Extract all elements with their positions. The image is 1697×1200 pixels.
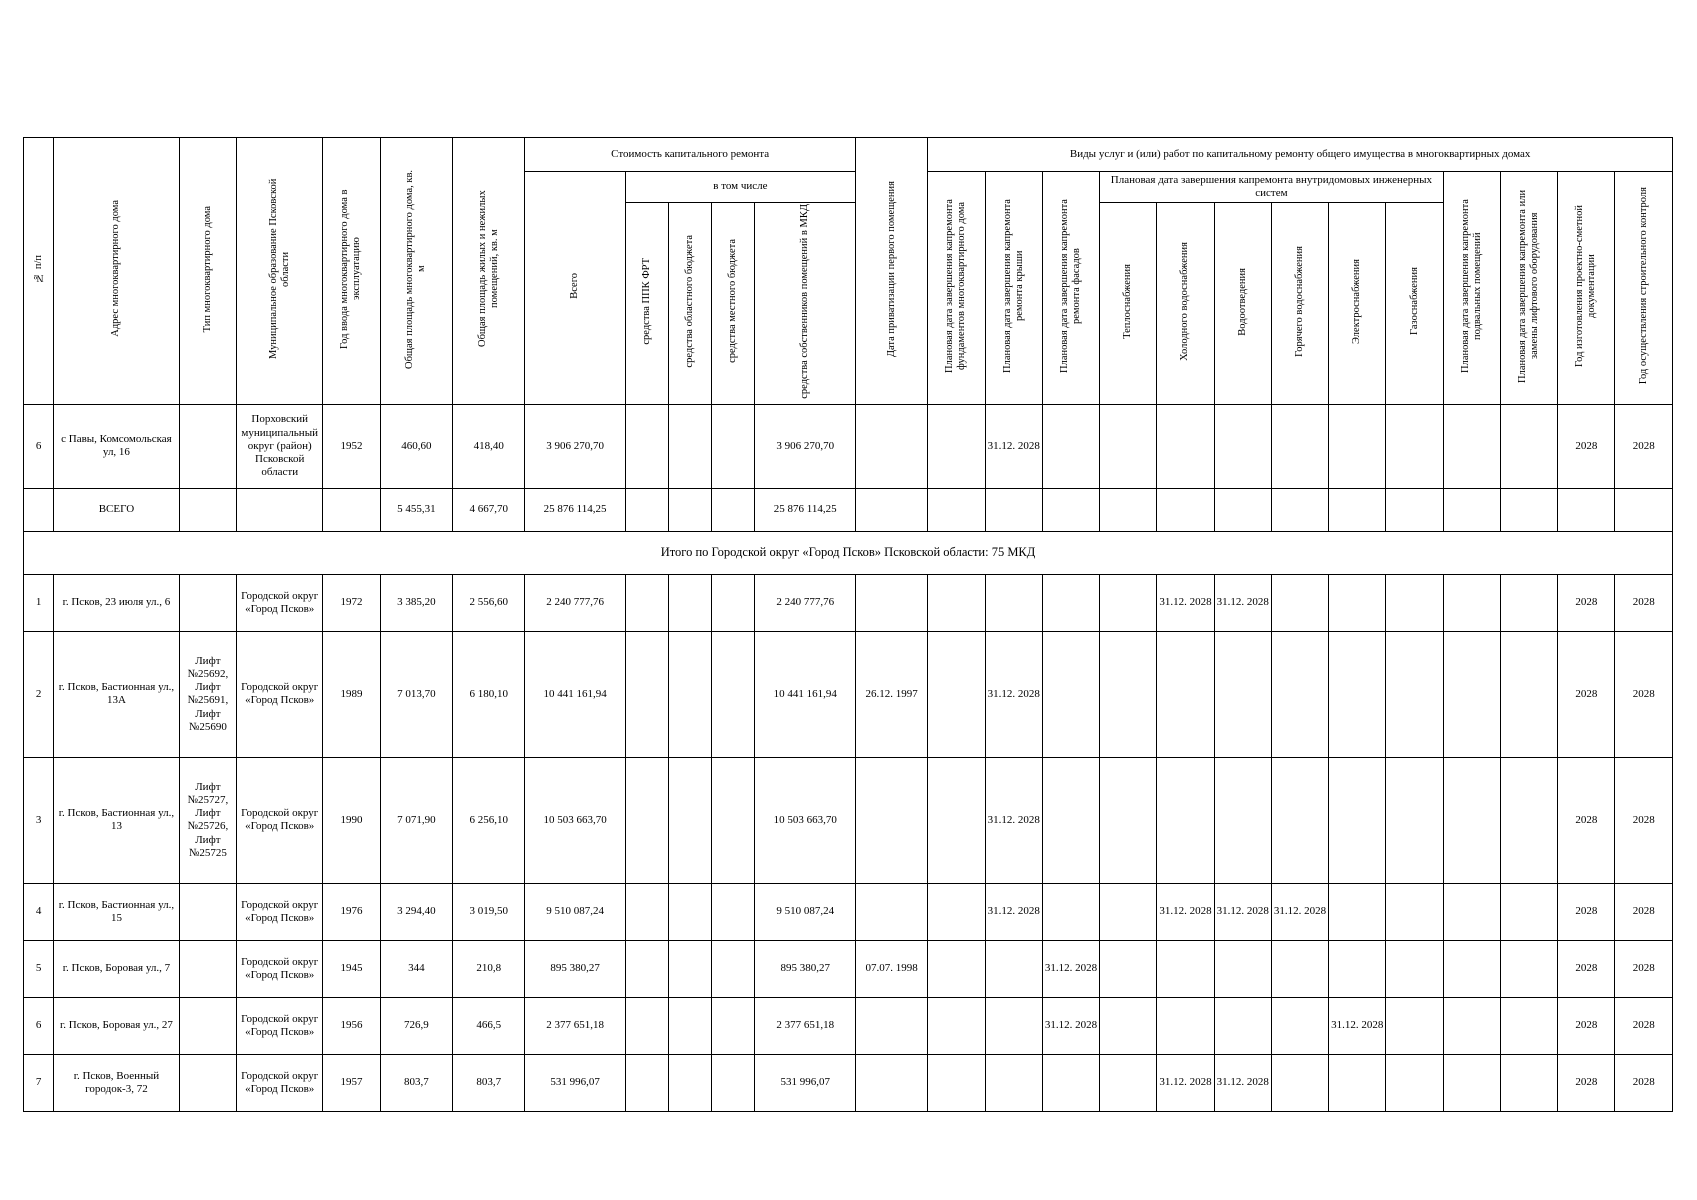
cell-foundation <box>928 1054 985 1111</box>
cell-gas <box>1386 404 1443 488</box>
cell-privatization: 26.12. 1997 <box>855 631 927 757</box>
cell-privatization <box>855 757 927 883</box>
table-body <box>24 404 1673 1111</box>
cell-facade <box>1042 631 1099 757</box>
table-row <box>24 1054 1673 1111</box>
cell-facade <box>1042 574 1099 631</box>
header-elevator: Плановая дата завершения капремонта или замены лифтового оборудования <box>1500 172 1557 405</box>
total-empty-cell <box>179 488 236 531</box>
cell-owners: 895 380,27 <box>755 940 856 997</box>
cell-cost-total: 2 240 777,76 <box>525 574 625 631</box>
cell-facade <box>1042 1054 1099 1111</box>
total-empty-cell <box>1558 488 1615 531</box>
cell-basement <box>1443 940 1500 997</box>
total-empty-cell <box>1329 488 1386 531</box>
cell-cold-water <box>1157 940 1214 997</box>
capital-repair-table <box>23 137 1673 1112</box>
total-empty-cell <box>712 488 755 531</box>
cell-roof: 31.12. 2028 <box>985 757 1042 883</box>
cell-electricity <box>1329 940 1386 997</box>
cell-drainage <box>1214 940 1271 997</box>
table-header <box>24 138 1673 405</box>
cell-roof <box>985 940 1042 997</box>
header-total-area: Общая площадь многоквартирного дома, кв. м <box>380 138 452 405</box>
cell-cost-total: 9 510 087,24 <box>525 883 625 940</box>
cell-owners: 2 377 651,18 <box>755 997 856 1054</box>
cell-privatization <box>855 574 927 631</box>
cell-basement <box>1443 997 1500 1054</box>
cell-total-area: 726,9 <box>380 997 452 1054</box>
total-empty-cell <box>985 488 1042 531</box>
cell-gas <box>1386 883 1443 940</box>
cell-heating <box>1100 997 1157 1054</box>
cell-local <box>712 997 755 1054</box>
cell-year: 1976 <box>323 883 380 940</box>
cell-regional <box>669 940 712 997</box>
cell-total-area: 344 <box>380 940 452 997</box>
cell-year: 1952 <box>323 404 380 488</box>
cell-facade <box>1042 404 1099 488</box>
cell-type <box>179 940 236 997</box>
section-row <box>24 531 1673 574</box>
header-control-year: Год осуществления строительного контроля <box>1615 172 1673 405</box>
cell-owners: 10 503 663,70 <box>755 757 856 883</box>
cell-ppk <box>625 1054 668 1111</box>
table-row <box>24 757 1673 883</box>
table-row <box>24 883 1673 940</box>
cell-address: г. Псков, Бастионная ул., 15 <box>54 883 180 940</box>
cell-regional <box>669 404 712 488</box>
cell-design-year: 2028 <box>1558 404 1615 488</box>
cell-local <box>712 631 755 757</box>
cell-cost-total: 895 380,27 <box>525 940 625 997</box>
cell-year: 1957 <box>323 1054 380 1111</box>
cell-basement <box>1443 574 1500 631</box>
cell-num: 7 <box>24 1054 54 1111</box>
cell-local <box>712 1054 755 1111</box>
cell-basement <box>1443 1054 1500 1111</box>
cell-elevator <box>1500 940 1557 997</box>
cell-local <box>712 757 755 883</box>
cell-address: г. Псков, Бастионная ул., 13А <box>54 631 180 757</box>
cell-facade: 31.12. 2028 <box>1042 997 1099 1054</box>
cell-drainage <box>1214 757 1271 883</box>
total-total-area: 5 455,31 <box>380 488 452 531</box>
cell-cold-water <box>1157 404 1214 488</box>
cell-living-area: 418,40 <box>453 404 525 488</box>
header-engineering-group: Плановая дата завершения капремонта внутридомовых инженерных систем <box>1100 172 1444 203</box>
cell-num: 3 <box>24 757 54 883</box>
cell-roof <box>985 1054 1042 1111</box>
header-living-area: Общая площадь жилых и нежилых помещений, кв. м <box>453 138 525 405</box>
cell-cold-water <box>1157 757 1214 883</box>
cell-foundation <box>928 574 985 631</box>
cell-type: Лифт №25727, Лифт №25726, Лифт №25725 <box>179 757 236 883</box>
cell-electricity <box>1329 757 1386 883</box>
cell-cost-total: 10 441 161,94 <box>525 631 625 757</box>
cell-roof: 31.12. 2028 <box>985 404 1042 488</box>
cell-cost-total: 2 377 651,18 <box>525 997 625 1054</box>
cell-local <box>712 574 755 631</box>
cell-type: Лифт №25692, Лифт №25691, Лифт №25690 <box>179 631 236 757</box>
cell-facade <box>1042 757 1099 883</box>
cell-gas <box>1386 1054 1443 1111</box>
header-num: № п/п <box>24 138 54 405</box>
cell-owners: 10 441 161,94 <box>755 631 856 757</box>
header-design-year: Год изготовления проектно-сметной документации <box>1558 172 1615 405</box>
cell-municipality: Городской округ «Город Псков» <box>237 883 323 940</box>
cell-hot-water <box>1271 940 1328 997</box>
cell-type <box>179 404 236 488</box>
cell-elevator <box>1500 997 1557 1054</box>
cell-year: 1989 <box>323 631 380 757</box>
cell-cold-water <box>1157 631 1214 757</box>
cell-municipality: Городской округ «Город Псков» <box>237 631 323 757</box>
cell-control-year: 2028 <box>1615 631 1673 757</box>
cell-ppk <box>625 940 668 997</box>
cell-address: г. Псков, 23 июля ул., 6 <box>54 574 180 631</box>
total-empty-cell <box>1386 488 1443 531</box>
cell-address: с Павы, Комсомольская ул, 16 <box>54 404 180 488</box>
cell-cold-water <box>1157 997 1214 1054</box>
cell-living-area: 2 556,60 <box>453 574 525 631</box>
table-row <box>24 404 1673 488</box>
cell-regional <box>669 997 712 1054</box>
header-hot-water: Горячего водоснабжения <box>1271 203 1328 405</box>
header-works-group: Виды услуг и (или) работ по капитальному ремонту общего имущества в многоквартирных домах <box>928 138 1673 172</box>
total-empty-cell <box>1100 488 1157 531</box>
cell-electricity <box>1329 404 1386 488</box>
cell-roof <box>985 997 1042 1054</box>
total-empty-cell <box>237 488 323 531</box>
header-regional-budget: средства областного бюджета <box>669 203 712 405</box>
cell-living-area: 466,5 <box>453 997 525 1054</box>
cell-drainage <box>1214 997 1271 1054</box>
header-facade: Плановая дата завершения капремонта ремонта фасадов <box>1042 172 1099 405</box>
total-empty-cell <box>1615 488 1673 531</box>
total-label: ВСЕГО <box>54 488 180 531</box>
table-row <box>24 574 1673 631</box>
cell-type <box>179 1054 236 1111</box>
cell-facade: 31.12. 2028 <box>1042 940 1099 997</box>
cell-cold-water: 31.12. 2028 <box>1157 883 1214 940</box>
cell-municipality: Городской округ «Город Псков» <box>237 1054 323 1111</box>
cell-basement <box>1443 404 1500 488</box>
total-empty-cell <box>1500 488 1557 531</box>
cell-electricity <box>1329 1054 1386 1111</box>
cell-cost-total: 10 503 663,70 <box>525 757 625 883</box>
cell-design-year: 2028 <box>1558 757 1615 883</box>
total-empty-cell <box>24 488 54 531</box>
cell-address: г. Псков, Боровая ул., 7 <box>54 940 180 997</box>
total-empty-cell <box>1042 488 1099 531</box>
cell-regional <box>669 574 712 631</box>
total-empty-cell <box>1157 488 1214 531</box>
cell-electricity <box>1329 574 1386 631</box>
total-cost-total: 25 876 114,25 <box>525 488 625 531</box>
cell-hot-water <box>1271 574 1328 631</box>
cell-owners: 531 996,07 <box>755 1054 856 1111</box>
cell-regional <box>669 757 712 883</box>
cell-control-year: 2028 <box>1615 940 1673 997</box>
cell-foundation <box>928 404 985 488</box>
cell-num: 5 <box>24 940 54 997</box>
cell-basement <box>1443 631 1500 757</box>
cell-type <box>179 997 236 1054</box>
cell-gas <box>1386 757 1443 883</box>
cell-design-year: 2028 <box>1558 883 1615 940</box>
cell-living-area: 210,8 <box>453 940 525 997</box>
header-including: в том числе <box>625 172 855 203</box>
cell-elevator <box>1500 883 1557 940</box>
total-empty-cell <box>625 488 668 531</box>
cell-gas <box>1386 631 1443 757</box>
cell-control-year: 2028 <box>1615 757 1673 883</box>
total-empty-cell <box>928 488 985 531</box>
cell-type <box>179 883 236 940</box>
cell-privatization <box>855 404 927 488</box>
cell-num: 1 <box>24 574 54 631</box>
cell-roof: 31.12. 2028 <box>985 631 1042 757</box>
cell-owners: 9 510 087,24 <box>755 883 856 940</box>
total-empty-cell <box>855 488 927 531</box>
cell-drainage <box>1214 631 1271 757</box>
header-privatization-date: Дата приватизации первого помещения <box>855 138 927 405</box>
cell-ppk <box>625 997 668 1054</box>
cell-ppk <box>625 404 668 488</box>
cell-roof: 31.12. 2028 <box>985 883 1042 940</box>
cell-heating <box>1100 631 1157 757</box>
cell-regional <box>669 1054 712 1111</box>
cell-total-area: 803,7 <box>380 1054 452 1111</box>
section-title: Итого по Городской округ «Город Псков» Псковской области: 75 МКД <box>24 531 1673 574</box>
cell-municipality: Городской округ «Город Псков» <box>237 997 323 1054</box>
cell-owners: 2 240 777,76 <box>755 574 856 631</box>
cell-living-area: 6 256,10 <box>453 757 525 883</box>
cell-address: г. Псков, Боровая ул., 27 <box>54 997 180 1054</box>
total-owners: 25 876 114,25 <box>755 488 856 531</box>
cell-living-area: 803,7 <box>453 1054 525 1111</box>
header-drainage: Водоотведения <box>1214 203 1271 405</box>
cell-address: г. Псков, Военный городок-3, 72 <box>54 1054 180 1111</box>
cell-foundation <box>928 997 985 1054</box>
header-ppk-frt: средства ППК ФРТ <box>625 203 668 405</box>
header-house-type: Тип многоквартирного дома <box>179 138 236 405</box>
cell-hot-water <box>1271 404 1328 488</box>
header-cold-water: Холодного водоснабжения <box>1157 203 1214 405</box>
cell-foundation <box>928 631 985 757</box>
cell-living-area: 6 180,10 <box>453 631 525 757</box>
header-local-budget: средства местного бюджета <box>712 203 755 405</box>
cell-heating <box>1100 883 1157 940</box>
cell-num: 6 <box>24 997 54 1054</box>
cell-total-area: 3 294,40 <box>380 883 452 940</box>
header-owners-funds: средства собственников помещений в МКД <box>755 203 856 405</box>
header-gas: Газоснабжения <box>1386 203 1443 405</box>
cell-cost-total: 3 906 270,70 <box>525 404 625 488</box>
cell-design-year: 2028 <box>1558 1054 1615 1111</box>
cell-hot-water <box>1271 757 1328 883</box>
header-year-built: Год ввода многоквартирного дома в эксплуатацию <box>323 138 380 405</box>
cell-electricity <box>1329 883 1386 940</box>
cell-municipality: Городской округ «Город Псков» <box>237 757 323 883</box>
header-electricity: Электроснабжения <box>1329 203 1386 405</box>
cell-year: 1956 <box>323 997 380 1054</box>
total-empty-cell <box>1443 488 1500 531</box>
cell-local <box>712 883 755 940</box>
cell-num: 4 <box>24 883 54 940</box>
cell-privatization <box>855 883 927 940</box>
cell-drainage: 31.12. 2028 <box>1214 1054 1271 1111</box>
cell-ppk <box>625 631 668 757</box>
cell-year: 1972 <box>323 574 380 631</box>
cell-gas <box>1386 574 1443 631</box>
cell-drainage <box>1214 404 1271 488</box>
cell-municipality: Городской округ «Город Псков» <box>237 574 323 631</box>
cell-basement <box>1443 883 1500 940</box>
cell-ppk <box>625 757 668 883</box>
header-basement: Плановая дата завершения капремонта подвальных помещений <box>1443 172 1500 405</box>
table-row <box>24 940 1673 997</box>
cell-address: г. Псков, Бастионная ул., 13 <box>54 757 180 883</box>
cell-design-year: 2028 <box>1558 940 1615 997</box>
cell-num: 2 <box>24 631 54 757</box>
cell-basement <box>1443 757 1500 883</box>
cell-privatization <box>855 1054 927 1111</box>
cell-foundation <box>928 757 985 883</box>
cell-privatization <box>855 997 927 1054</box>
cell-drainage: 31.12. 2028 <box>1214 883 1271 940</box>
cell-regional <box>669 631 712 757</box>
total-row <box>24 488 1673 531</box>
total-empty-cell <box>1214 488 1271 531</box>
header-municipality: Муниципальное образование Псковской области <box>237 138 323 405</box>
header-foundation: Плановая дата завершения капремонта фундаментов многоквартирного дома <box>928 172 985 405</box>
cell-elevator <box>1500 757 1557 883</box>
table-row <box>24 997 1673 1054</box>
total-empty-cell <box>323 488 380 531</box>
cell-cold-water: 31.12. 2028 <box>1157 574 1214 631</box>
cell-privatization: 07.07. 1998 <box>855 940 927 997</box>
cell-heating <box>1100 940 1157 997</box>
cell-drainage: 31.12. 2028 <box>1214 574 1271 631</box>
cell-year: 1945 <box>323 940 380 997</box>
header-address: Адрес многоквартирного дома <box>54 138 180 405</box>
cell-foundation <box>928 940 985 997</box>
cell-design-year: 2028 <box>1558 997 1615 1054</box>
table-row <box>24 631 1673 757</box>
total-empty-cell <box>669 488 712 531</box>
header-cost-group: Стоимость капитального ремонта <box>525 138 856 172</box>
cell-living-area: 3 019,50 <box>453 883 525 940</box>
cell-num: 6 <box>24 404 54 488</box>
cell-ppk <box>625 883 668 940</box>
cell-electricity: 31.12. 2028 <box>1329 997 1386 1054</box>
cell-local <box>712 404 755 488</box>
cell-elevator <box>1500 574 1557 631</box>
cell-regional <box>669 883 712 940</box>
cell-facade <box>1042 883 1099 940</box>
cell-design-year: 2028 <box>1558 631 1615 757</box>
cell-hot-water <box>1271 631 1328 757</box>
cell-ppk <box>625 574 668 631</box>
total-empty-cell <box>1271 488 1328 531</box>
cell-total-area: 7 013,70 <box>380 631 452 757</box>
header-roof: Плановая дата завершения капремонта ремонта крыши <box>985 172 1042 405</box>
cell-control-year: 2028 <box>1615 574 1673 631</box>
cell-owners: 3 906 270,70 <box>755 404 856 488</box>
cell-municipality: Городской округ «Город Псков» <box>237 940 323 997</box>
cell-cost-total: 531 996,07 <box>525 1054 625 1111</box>
cell-control-year: 2028 <box>1615 883 1673 940</box>
cell-gas <box>1386 997 1443 1054</box>
cell-total-area: 7 071,90 <box>380 757 452 883</box>
cell-elevator <box>1500 404 1557 488</box>
cell-heating <box>1100 757 1157 883</box>
cell-total-area: 3 385,20 <box>380 574 452 631</box>
cell-hot-water: 31.12. 2028 <box>1271 883 1328 940</box>
cell-control-year: 2028 <box>1615 1054 1673 1111</box>
cell-year: 1990 <box>323 757 380 883</box>
cell-elevator <box>1500 631 1557 757</box>
cell-elevator <box>1500 1054 1557 1111</box>
cell-hot-water <box>1271 997 1328 1054</box>
cell-total-area: 460,60 <box>380 404 452 488</box>
cell-cold-water: 31.12. 2028 <box>1157 1054 1214 1111</box>
cell-control-year: 2028 <box>1615 997 1673 1054</box>
cell-type <box>179 574 236 631</box>
cell-heating <box>1100 574 1157 631</box>
cell-hot-water <box>1271 1054 1328 1111</box>
cell-heating <box>1100 404 1157 488</box>
cell-municipality: Порховский муниципальный округ (район) Псковской области <box>237 404 323 488</box>
total-living-area: 4 667,70 <box>453 488 525 531</box>
cell-foundation <box>928 883 985 940</box>
cell-control-year: 2028 <box>1615 404 1673 488</box>
cell-electricity <box>1329 631 1386 757</box>
cell-roof <box>985 574 1042 631</box>
cell-gas <box>1386 940 1443 997</box>
header-cost-total: Всего <box>525 172 625 405</box>
header-heating: Теплоснабжения <box>1100 203 1157 405</box>
cell-heating <box>1100 1054 1157 1111</box>
cell-design-year: 2028 <box>1558 574 1615 631</box>
cell-local <box>712 940 755 997</box>
